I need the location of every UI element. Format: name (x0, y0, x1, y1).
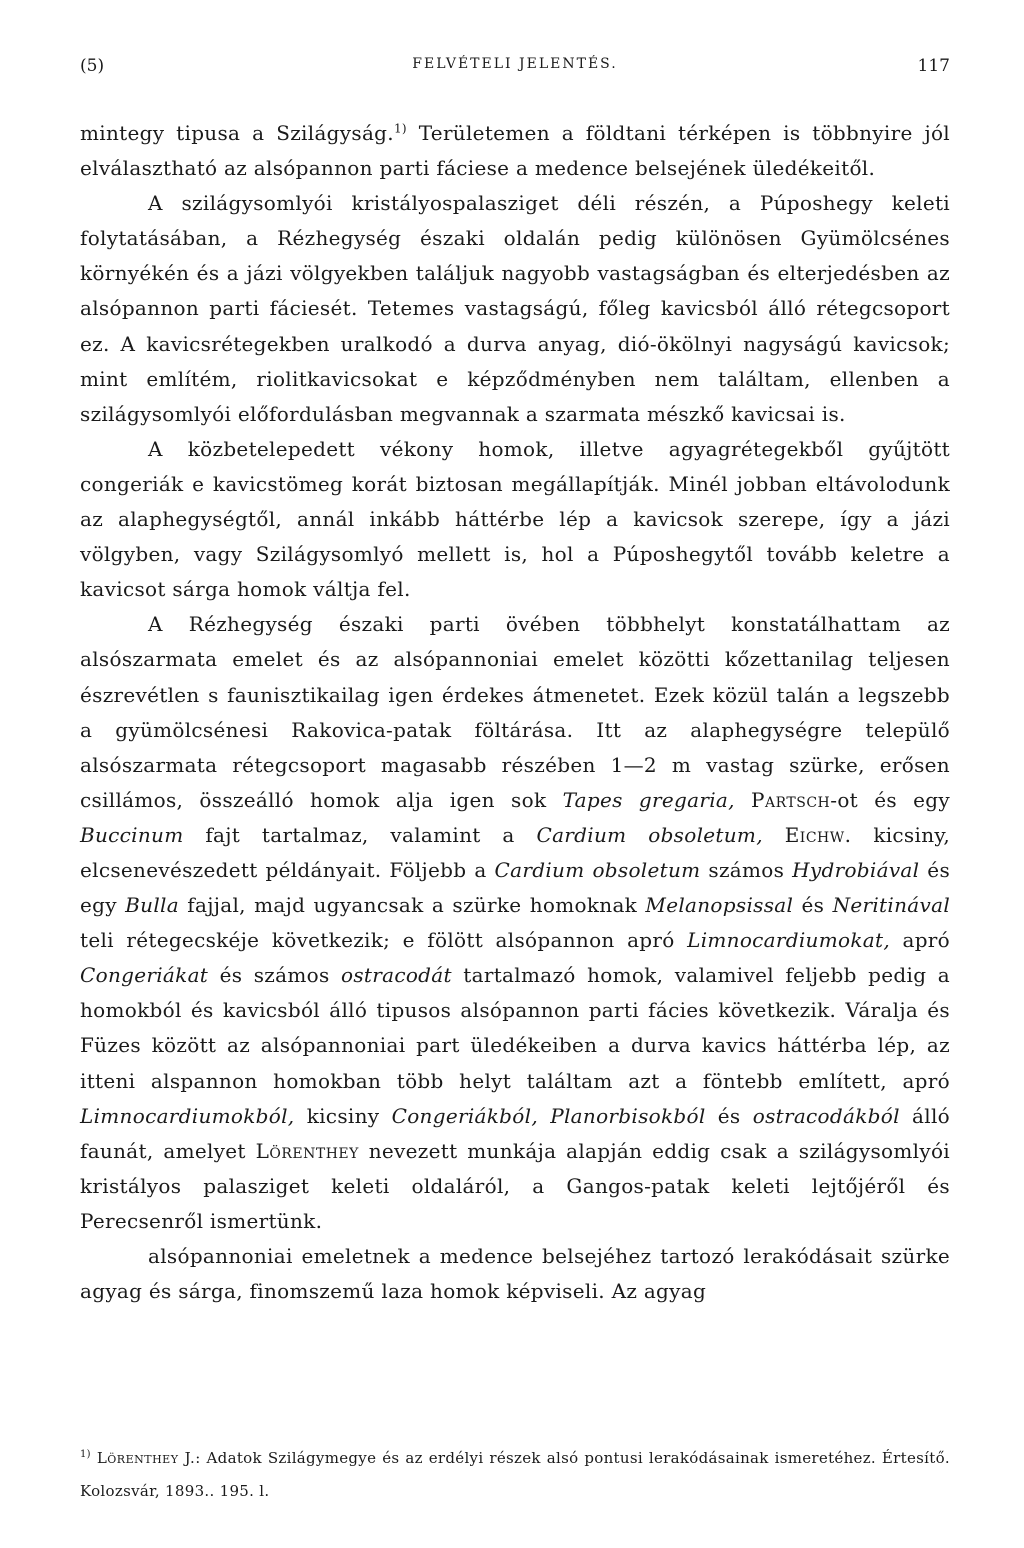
author-eichw: Eichw. (784, 822, 852, 847)
taxon-tapes-gregaria: Tapes gregaria, (562, 787, 735, 812)
taxon-neritina: Neritinával (832, 893, 951, 918)
p4-text-6: és egy (80, 857, 951, 918)
author-lorenthey: Lörenthey (255, 1138, 359, 1163)
taxon-melanopsis: Melanopsissal (645, 893, 794, 918)
paragraph-1-text-b: Területemen a földtani térképen is többnyire jól elválasztható az alsópannon parti fáciese a medence belsejének üledékeitől. (80, 121, 950, 181)
taxon-cardium-obsoletum: Cardium obsoletum, (536, 822, 763, 847)
taxon-cardium-obsoletum-2: Cardium obsoletum (494, 857, 701, 882)
p4-text-2: -ot és egy (830, 787, 950, 812)
p4-text-11: és számos (208, 963, 341, 988)
taxon-congeria: Congeriákat (80, 963, 209, 988)
footnote-mark: 1) (80, 1449, 91, 1460)
taxon-limnocardium: Limnocardiumokat, (687, 928, 890, 953)
document-page (80, 0, 950, 1548)
footnote-citation: : Adatok Szilágymegye és az erdélyi részek alsó pontusi lerakódásainak ismeretéhez. Értesítő. Kolozsvár, 1893.. 195. l. (80, 1449, 950, 1500)
footnote-reference: 1) (393, 121, 407, 136)
taxon-bulla: Bulla (125, 893, 179, 918)
taxon-congeria-planorbis: Congeriákból, Planorbisokból (391, 1103, 706, 1128)
page-number: 117 (917, 56, 950, 76)
p4-text-8: és (793, 893, 833, 918)
body-text (80, 116, 950, 1309)
taxon-ostracoda-2: ostracodákból (752, 1103, 900, 1128)
p4-text-5: számos (700, 857, 793, 882)
taxon-hydrobia: Hydrobiával (792, 857, 920, 882)
p4-text-1: A Rézhegység északi parti övében többhelyt konstatálhattam az alsószarmata emelet és az alsópannoniai emelet közötti kőzettanilag teljesen észrevétlen s faunisztikailag igen érdekes átmenetet. Ezek közül talán a legszebb a gyümölcsénesi Rakovica-patak föltárása. Itt az alaphegységre települő alsószarmata rétegcsoport magasabb részében 1—2 m vastag szürke, erősen csillámos, összeálló homok alja igen sok (80, 612, 950, 812)
paragraph-1 (80, 116, 950, 186)
p4-text-10: apró (889, 928, 951, 953)
author-partsch: Partsch (751, 787, 831, 812)
footnote-author: Lörenthey J. (96, 1449, 196, 1467)
running-title: FELVÉTELI JELENTÉS. (412, 56, 618, 72)
p4-text-9: teli rétegecskéje következik; e fölött alsópannon apró (80, 928, 688, 953)
page-header (80, 56, 950, 86)
taxon-buccinum: Buccinum (80, 822, 184, 847)
paragraph-3: A közbetelepedett vékony homok, illetve agyagrétegekből gyűjtött congeriák e kavicstömeg korát biztosan megállapítják. Minél jobban eltávolodunk az alaphegységtől, annál inkább háttérbe lép a kavicsok szerepe, így a jázi völgyben, vagy Szilágysomlyó mellett is, hol a Púposhegytől tovább keletre a kavicsot sárga homok váltja fel. (80, 436, 950, 602)
p4-text-3: fajt tartalmaz, valamint a (183, 822, 537, 847)
p4-text-15: álló faunát, amelyet (80, 1103, 950, 1163)
p4-text-14: és (705, 1103, 753, 1128)
paragraph-5: alsópannoniai emeletnek a medence belsejéhez tartozó lerakódásait szürke agyag és sárga, finomszemű laza homok képviseli. Az agyag (80, 1244, 950, 1304)
p4-text-12: tartalmazó homok, valamivel feljebb pedig a homokból és kavicsból álló tipusos alsópannon parti fácies következik. Váralja és Füzes között az alsópannoniai part üledékeiben a durva kavics háttérba lép, az itteni alspannon homokban több helyt találtam azt a föntebb említett, apró (80, 963, 951, 1093)
p4-text-13: kicsiny (294, 1103, 392, 1128)
taxon-limnocardium-2: Limnocardiumokból, (80, 1103, 295, 1128)
p4-text-4: kicsiny, elcsenevészedett példányait. Följebb a (80, 822, 950, 882)
section-number: (5) (80, 56, 105, 76)
paragraph-1-text-a: mintegy tipusa a Szilágyság. (80, 121, 394, 145)
p4-text-7: fajjal, majd ugyancsak a szürke homoknak (178, 893, 646, 918)
paragraph-4 (80, 607, 950, 1239)
footnote-text (80, 1438, 950, 1508)
footnote (80, 1438, 950, 1508)
paragraph-2: A szilágysomlyói kristályospalasziget déli részén, a Púposhegy keleti folytatásában, a Rézhegység északi oldalán pedig különösen Gyümölcsénes környékén és a jázi völgyekben találjuk nagyobb vastagságban és elterjedésben az alsópannon parti fáciesét. Tetemes vastagságú, főleg kavicsból álló rétegcsoport ez. A kavicsrétegekben uralkodó a durva anyag, dió-ökölnyi nagyságú kavicsok; mint említém, riolitkavicsokat e képződményben nem találtam, ellenben a szilágysomlyói előfordulásban megvannak a szarmata mészkő kavicsai is. (80, 191, 950, 426)
p4-text-16: nevezett munkája alapján eddig csak a szilágysomlyói kristályos palasziget keleti oldaláról, a Gangos-patak keleti lejtőjéről és Perecsenről ismertünk. (80, 1138, 950, 1233)
taxon-ostracoda: ostracodát (341, 963, 452, 988)
